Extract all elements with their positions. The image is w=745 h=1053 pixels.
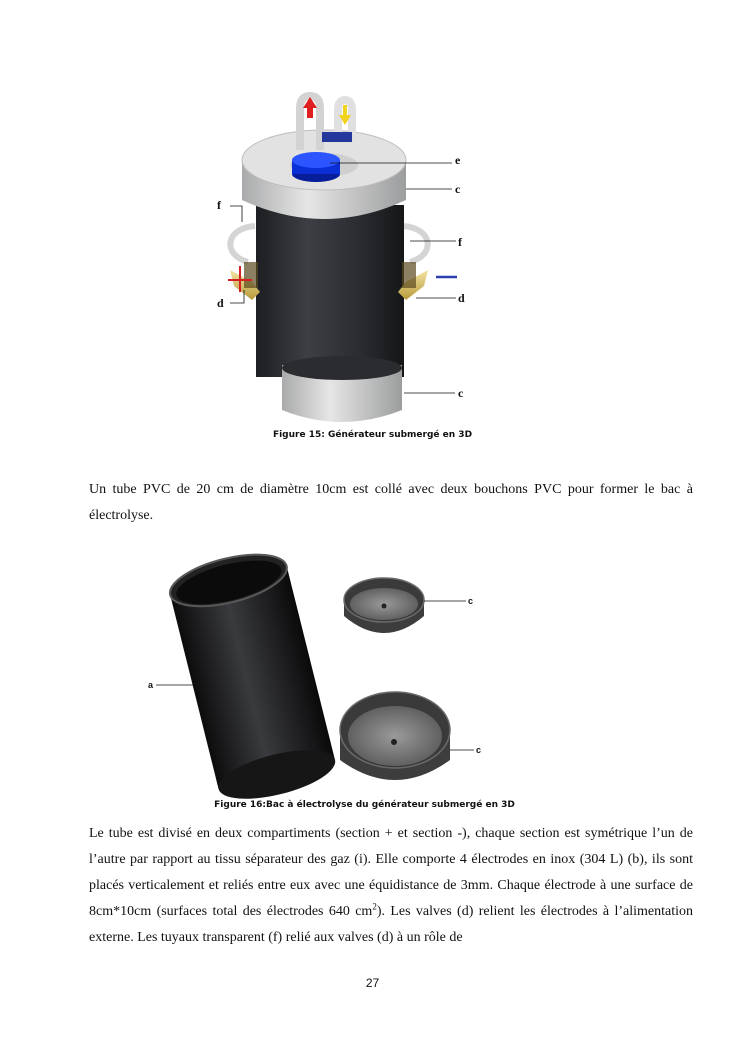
- label-f-left: f: [217, 198, 221, 212]
- label-c-lower: c: [476, 745, 482, 755]
- label-c-upper: c: [468, 596, 474, 606]
- label-c-bottom: c: [458, 386, 464, 400]
- paragraph-2-text-a: Le tube est divisé en deux compartiments (section + et section -), chaque section est symétrique l’un de l’autre par rapport au tissu séparateur des gaz (i). Elle comporte 4 électrodes en inox (304 L) (b), ils sont placés verticalement et reliés entre eux avec une équidistance de 3mm. Chaque électrode à une surface de 8cm*10cm (surfaces total des électrodes 640 cm: [89, 826, 693, 919]
- figure-15-caption: Figure 15: Générateur submergé en 3D: [272, 430, 473, 440]
- paragraph-2-superscript: 2: [372, 901, 377, 912]
- upper-end-cap: [344, 578, 424, 633]
- lower-end-cap: [340, 692, 450, 780]
- label-d-right: d: [458, 291, 465, 305]
- pvc-tube: [165, 545, 340, 800]
- label-f-right: f: [458, 235, 462, 249]
- paragraph-2-text-b: ). Les valves (d) relient les électrodes à l’alimentation externe. Les tuyaux transparent (f) relié aux valves (d) à un rôle de: [89, 904, 693, 945]
- label-a: a: [148, 680, 154, 690]
- figure-16-caption: Figure 16:Bac à électrolyse du générateur submergé en 3D: [214, 800, 515, 810]
- page-number: 27: [365, 976, 380, 990]
- label-e: e: [455, 153, 461, 167]
- paragraph-2: [89, 821, 693, 951]
- paragraph-1: Un tube PVC de 20 cm de diamètre 10cm est collé avec deux bouchons PVC pour former le bac à électrolyse.: [89, 482, 693, 523]
- label-c-top: c: [455, 182, 461, 196]
- label-d-left: d: [217, 296, 224, 310]
